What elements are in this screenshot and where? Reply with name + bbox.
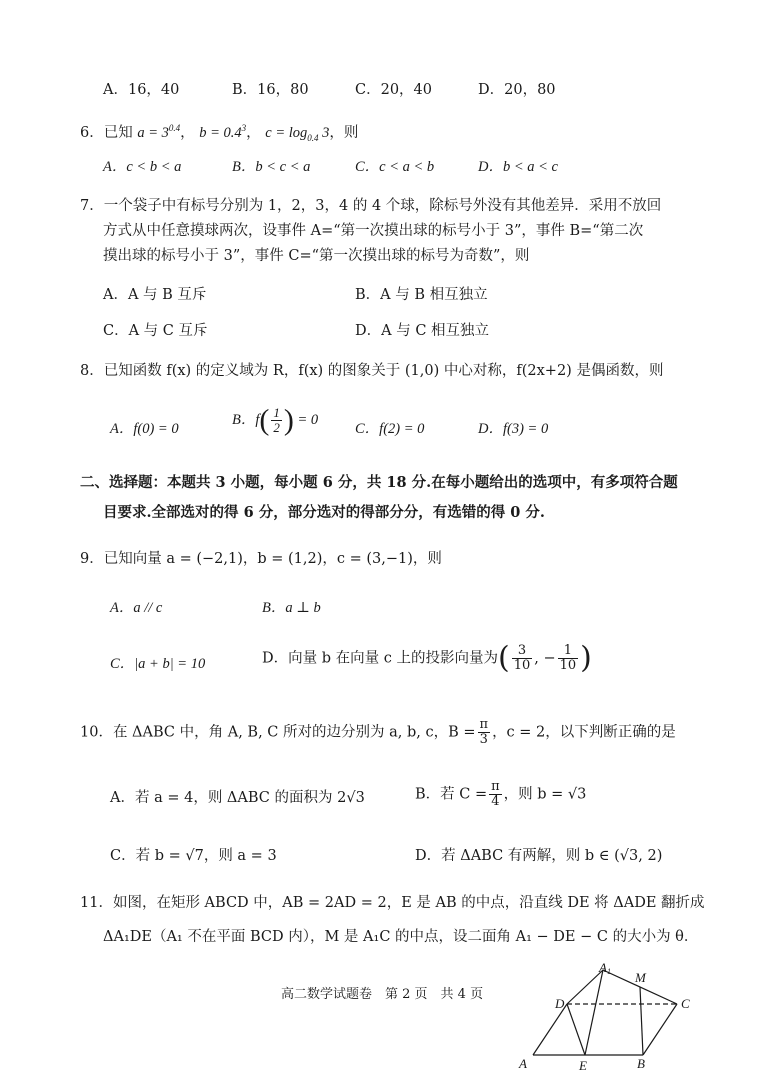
label-e: E xyxy=(579,1058,587,1072)
q10-option-d: D．若 ΔABC 有两解，则 b ∈ (√3, 2) xyxy=(415,848,663,864)
q9-option-b: B．a ⊥ b xyxy=(262,600,321,616)
q5-option-a: A．16，40 xyxy=(103,82,180,98)
q10-option-a: A．若 a = 4，则 ΔABC 的面积为 2√3 xyxy=(110,790,365,806)
edge-bc xyxy=(643,1004,677,1055)
section-2-heading-line-2: 目要求.全部选对的得 6 分，部分选对的得部分分，有选错的得 0 分. xyxy=(103,504,545,521)
q7-line-1: 7．一个袋子中有标号分别为 1，2，3，4 的 4 个球，除标号外没有其他差异．采用不放回 xyxy=(80,198,662,214)
label-c: C xyxy=(681,996,690,1011)
q10-option-b-fraction: $\frac{\pi}{4}$ xyxy=(491,779,500,809)
q6-option-d: D．b < a < c xyxy=(478,159,558,175)
q7-option-d: D．A 与 C 相互独立 xyxy=(355,323,490,339)
label-b: B xyxy=(637,1056,645,1071)
q9-option-d: D．向量 b 在向量 c 上的投影向量为( $\frac{3}{10}$ , − $\frac{1}{10}$ ) xyxy=(262,640,592,676)
q6-option-b: B．b < c < a xyxy=(232,159,311,175)
edge-a1d xyxy=(567,970,603,1004)
q6-b-def: $b = 0.4^3$ xyxy=(199,123,247,141)
q6-stem-prefix: 6．已知 xyxy=(80,124,133,141)
q9-stem: 9．已知向量 a = (−2,1)，b = (1,2)，c = (3,−1)，则 xyxy=(80,551,442,567)
label-d: D xyxy=(555,996,565,1011)
q7-line-3: 摸出球的标号小于 3”，事件 C=“第一次摸出球的标号为奇数”，则 xyxy=(103,248,530,264)
q6-c-def: $c = \log_{0.4} 3$ xyxy=(265,124,330,143)
q6-a-def: $a = 3^{0.4}$ xyxy=(137,123,181,141)
q6-option-a: A．c < b < a xyxy=(103,159,182,175)
q5-option-c: C．20，40 xyxy=(355,82,432,98)
q11-line-1: 11．如图，在矩形 ABCD 中，AB = 2AD = 2，E 是 AB 的中点，沿直线 DE 将 ΔADE 翻折成 xyxy=(80,895,705,911)
section-2-heading-line-1: 二、选择题：本题共 3 小题，每小题 6 分，共 18 分.在每小题给出的选项中，有多项符合题 xyxy=(80,474,678,491)
label-a: A xyxy=(519,1056,527,1071)
q10-stem: 10．在 ΔABC 中，角 A, B, C 所对的边分别为 a, b, c，B = $\frac{\pi}{3}$ ，c = 2，以下判断正确的是 xyxy=(80,717,676,747)
q8-b-fraction: $\frac{1}{2}$ xyxy=(273,405,280,435)
q9-d-fraction-2: $\frac{1}{10}$ xyxy=(559,643,577,673)
q7-option-c: C．A 与 C 互斥 xyxy=(103,323,208,339)
q8-option-a: A．f(0) = 0 xyxy=(110,421,179,437)
label-m: M xyxy=(635,970,646,985)
edge-mb xyxy=(640,987,643,1055)
q9-d-fraction-1: $\frac{3}{10}$ xyxy=(513,643,531,673)
folded-rectangle-figure xyxy=(515,962,715,1072)
q8-option-d: D．f(3) = 0 xyxy=(478,421,549,437)
edge-de xyxy=(567,1004,585,1055)
q5-option-b: B．16，80 xyxy=(232,82,309,98)
page-footer: 高二数学试题卷 第 2 页 共 4 页 xyxy=(281,987,484,1002)
q11-line-2: ΔA₁DE（A₁ 不在平面 BCD 内），M 是 A₁C 的中点，设二面角 A₁ − DE − C 的大小为 θ． xyxy=(103,929,699,945)
label-a1: A1 xyxy=(599,962,611,976)
q8-stem: 8．已知函数 f(x) 的定义域为 R，f(x) 的图象关于 (1,0) 中心对称，f(2x+2) 是偶函数，则 xyxy=(80,363,664,379)
edge-da xyxy=(533,1004,567,1055)
q5-option-d: D．20，80 xyxy=(478,82,556,98)
q9-option-a: A．a // c xyxy=(110,600,163,616)
q10-option-c: C．若 b = √7，则 a = 3 xyxy=(110,848,277,864)
q10-b-fraction: $\frac{\pi}{3}$ xyxy=(479,717,489,747)
q10-option-b: B．若 C = $\frac{\pi}{4}$ ，则 b = √3 xyxy=(415,779,587,809)
q6-option-c: C．c < a < b xyxy=(355,159,435,175)
edge-a1e xyxy=(585,970,603,1055)
q8-option-c: C．f(2) = 0 xyxy=(355,421,425,437)
q7-option-a: A．A 与 B 互斥 xyxy=(103,287,207,303)
q7-line-2: 方式从中任意摸球两次，设事件 A=“第一次摸出球的标号小于 3”，事件 B=“第二次 xyxy=(103,223,644,239)
q7-option-b: B．A 与 B 相互独立 xyxy=(355,287,488,303)
q9-option-c: C．|a + b| = 10 xyxy=(110,656,206,672)
q8-option-b: B．f( $\frac{1}{2}$ ) = 0 xyxy=(232,403,319,437)
q6-stem: 6．已知 $a = 3^{0.4}$， $b = 0.4^3$， $c = \log_{0.4} 3$，则 xyxy=(80,123,359,143)
